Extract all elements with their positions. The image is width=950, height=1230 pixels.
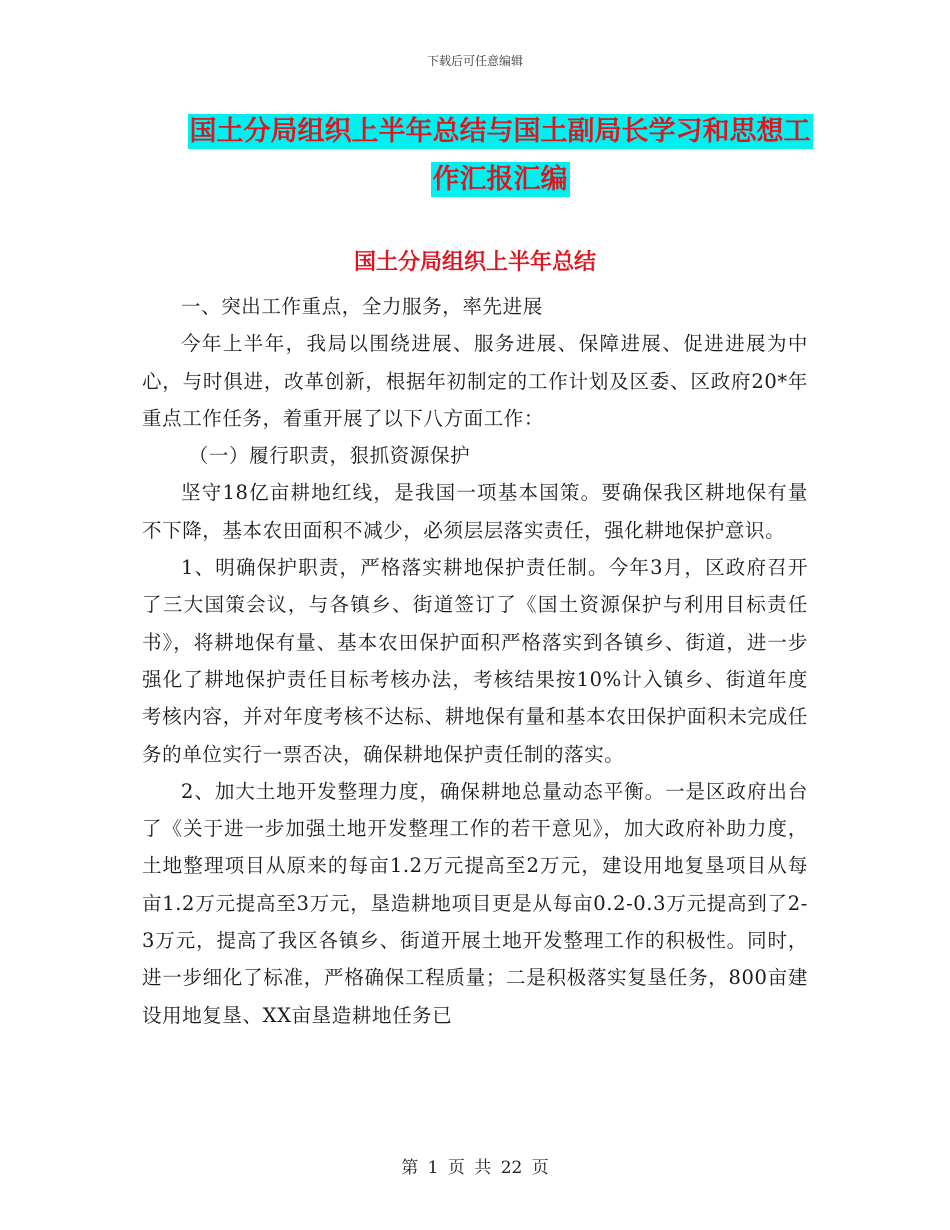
subsection-heading: （一）履行职责，狠抓资源保护 — [188, 444, 471, 468]
paragraph: 坚守18亿亩耕地红线，是我国一项基本国策。要确保我区耕地保有量不下降，基本农田面积不减少，必须层层落实责任，强化耕地保护意识。 — [142, 481, 808, 542]
page-footer: 第 1 页 共 22 页 — [401, 1158, 549, 1178]
page-header-note: 下载后可任意编辑 — [426, 54, 523, 68]
section-title: 国土分局组织上半年总结 — [353, 249, 596, 275]
paragraph: 今年上半年，我局以围绕进展、服务进展、保障进展、促进进展为中心，与时俱进，改革创新，根据年初制定的工作计划及区委、区政府20*年重点工作任务，着重开展了以下八方面工作： — [142, 332, 808, 430]
document-title — [150, 108, 850, 204]
title-line-2: 作汇报汇编 — [432, 164, 568, 195]
paragraph: 1、明确保护职责，严格落实耕地保护责任制。今年3月，区政府召开了三大国策会议，与各镇乡、街道签订了《国土资源保护与利用目标责任书》，将耕地保有量、基本农田保护面积严格落实到各镇乡、街道，进一步强化了耕地保护责任目标考核办法，考核结果按10%计入镇乡、街道年度考核内容，并对年度考核不达标、耕地保有量和基本农田保护面积未完成任务的单位实行一票否决，确保耕地保护责任制的落实。 — [142, 556, 808, 766]
title-line-1: 国土分局组织上半年总结与国土副局长学习和思想工 — [189, 116, 811, 147]
document-body — [142, 288, 808, 1034]
section-heading: 一、突出工作重点，全力服务，率先进展 — [181, 295, 543, 318]
paragraph: 2、加大土地开发整理力度，确保耕地总量动态平衡。一是区政府出台了《关于进一步加强土地开发整理工作的若干意见》，加大政府补助力度，土地整理项目从原来的每亩1.2万元提高至2万元，建设用地复垦项目从每亩1.2万元提高至3万元，垦造耕地项目更是从每亩0.2-0.3万元提高到了2-3万元，提高了我区各镇乡、街道开展土地开发整理工作的积极性。同时，进一步细化了标准，严格确保工程质量；二是积极落实复垦任务，800亩建设用地复垦、XX亩垦造耕地任务已 — [142, 779, 808, 1027]
